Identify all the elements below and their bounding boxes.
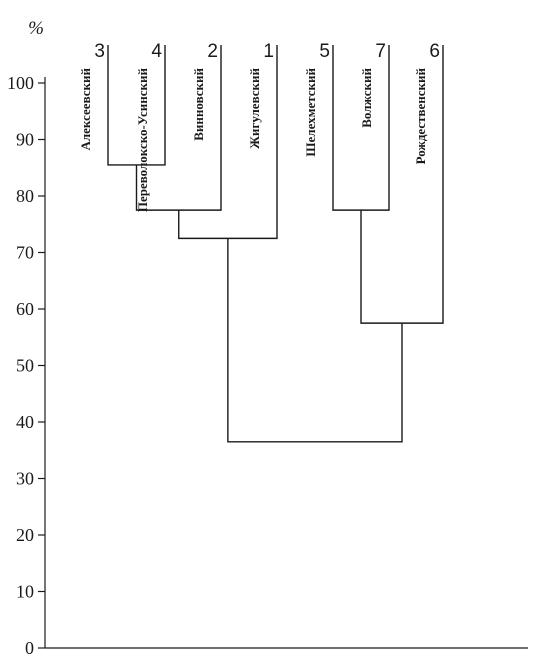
leaf-name: Шелехметский (303, 68, 318, 157)
leaf-name: Рождественский (413, 68, 428, 165)
y-tick-label: 70 (16, 242, 34, 263)
merge-link-f (228, 238, 402, 441)
leaf-name: Переволокско-Усинский (135, 68, 150, 213)
leaf-number: 6 (429, 41, 440, 62)
leaf-number: 7 (375, 41, 386, 62)
leaf-number: 1 (263, 41, 274, 62)
y-unit-label: % (28, 18, 44, 39)
leaf-number: 2 (207, 41, 218, 62)
y-tick-label: 20 (16, 525, 34, 545)
y-tick-label: 40 (16, 412, 34, 432)
y-tick-label: 100 (7, 73, 34, 93)
y-tick-label: 80 (16, 186, 34, 206)
leaf-name: Винновский (191, 68, 206, 141)
y-tick-label: 50 (16, 355, 34, 376)
leaf-number: 5 (319, 41, 330, 62)
dendrogram-links (108, 45, 443, 442)
leaf-labels (78, 41, 440, 212)
leaf-name: Волжский (359, 68, 374, 128)
leaf-name: Алексеевский (78, 68, 93, 151)
y-tick-label: 30 (16, 468, 34, 489)
y-tick-label: 90 (16, 129, 34, 150)
y-tick-label: 60 (16, 299, 34, 319)
leaf-name: Жигулевский (247, 68, 262, 149)
y-tick-label: 0 (25, 638, 34, 658)
y-tick-label: 10 (16, 581, 34, 602)
leaf-number: 4 (151, 41, 162, 62)
leaf-number: 3 (94, 41, 105, 62)
